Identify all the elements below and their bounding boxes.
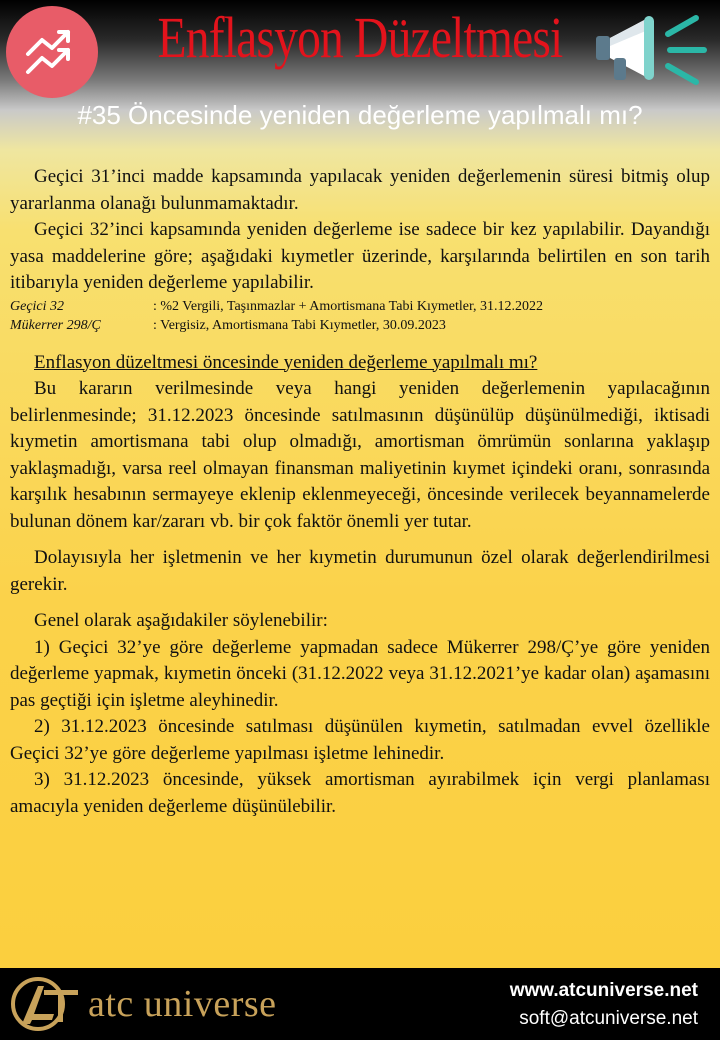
list-item: 1) Geçici 32’ye göre değerleme yapmadan sadece Mükerrer 298/Ç’ye göre yeniden değerleme yapmak, kıymetin önceki (31.12.2022 veya 31.12.2021’ye kadar olan) aşamasını pas geçtiği için işletme aleyhinedir. xyxy=(10,636,710,711)
list-item: 2) 31.12.2023 öncesinde satılması düşünülen kıymetin, satılmadan evvel özellikle Geçici 32’ye göre değerleme yapılması işletme lehinedir. xyxy=(10,716,710,764)
table-row xyxy=(10,316,710,335)
page-subtitle: #35 Öncesinde yeniden değerleme yapılmalı mı? xyxy=(77,100,643,130)
article-body xyxy=(10,164,710,820)
email-link[interactable]: soft@atcuniverse.net xyxy=(519,1008,698,1029)
paragraph: Geçici 32’inci kapsamında yeniden değerleme ise sadece bir kez yapılabilir. Dayandığı yasa maddelerine göre; aşağıdaki kıymetler üzerinde, karşılarında belirtilen en son tarih itibarıyla yeniden değerleme yapılabilir. xyxy=(10,219,710,293)
atc-logo-icon xyxy=(8,974,86,1034)
table-cell-label: Geçici 32 xyxy=(10,298,65,314)
paragraph: Geçici 31’inci madde kapsamında yapılacak yeniden değerlemenin süresi bitmiş olup yararlanma olanağı bulunmamaktadır. xyxy=(10,166,710,214)
table-row xyxy=(10,297,710,316)
section-heading: Enflasyon düzeltmesi öncesinde yeniden değerleme yapılmalı mı? xyxy=(34,351,538,373)
paragraph: Genel olarak aşağıdakiler söylenebilir: xyxy=(34,610,328,631)
paragraph: Dolayısıyla her işletmenin ve her kıymetin durumunun özel olarak değerlendirilmesi gerekir. xyxy=(10,547,710,595)
revaluation-table xyxy=(10,297,710,335)
page-title: Enflasyon Düzeltmesi xyxy=(157,5,563,70)
paragraph: Bu kararın verilmesinde veya hangi yeniden değerlemenin yapılacağının belirlenmesinde; 31.12.2023 öncesinde satılmasının düşünülüp düşünülmediği, iktisadi kıymetin amortismana tabi olup olmadığı, amortisman ömrümün sonlarına yaklaşıp yaklaşmadığı, varsa reel olmayan finansman maliyetinin kıymet içindeki oranı, sonrasında karşılık hesabının sermayeye eklenip eklenmeyeceği, öncesinde verilecek beyannamelerde bulunan dönem kar/zararı vb. bir çok faktör önemli yer tutar. xyxy=(10,378,710,532)
table-cell-value: : %2 Vergili, Taşınmazlar + Amortismana Tabi Kıymetler, 31.12.2022 xyxy=(153,298,544,314)
website-link[interactable]: www.atcuniverse.net xyxy=(509,980,698,1001)
table-cell-label: Mükerrer 298/Ç xyxy=(10,317,101,333)
brand-name: atc universe xyxy=(88,983,277,1025)
list-item: 3) 31.12.2023 öncesinde, yüksek amortisman ayırabilmek için vergi planlaması amacıyla yeniden değerleme düşünülebilir. xyxy=(10,769,710,817)
table-cell-value: : Vergisiz, Amortismana Tabi Kıymetler, 30.09.2023 xyxy=(153,317,446,333)
megaphone-icon xyxy=(592,10,712,90)
footer xyxy=(0,968,720,1040)
